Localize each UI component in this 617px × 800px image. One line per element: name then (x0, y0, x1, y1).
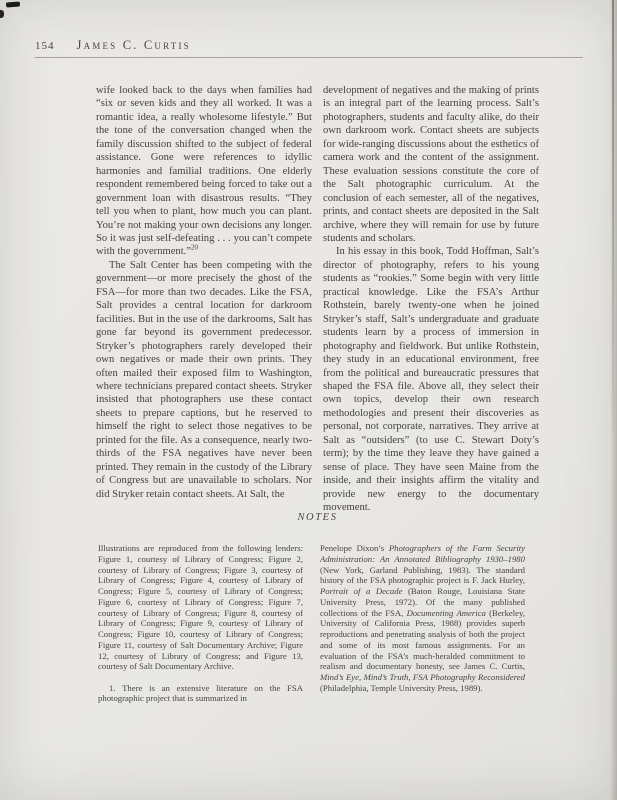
body-right-column (323, 84, 539, 515)
footnote-ref-20: 20 (191, 243, 199, 252)
body-paragraph: development of negatives and the making of prints is an integral part of the learning process. Salt’s photographers, students and faculty alike, do their own darkroom work. Contact sheets are subjects for wide-ranging discussions about the esthetics of camera work and the content of the assignment. These evaluation sessions constitute the core of the Salt photographic curriculum. At the conclusion of each semester, all of the negatives, prints, and contact sheets are deposited in the Salt archive, where they will remain for use by future students and scholars. (323, 85, 539, 244)
notes-left-column (98, 543, 303, 704)
body-paragraph-text: wife looked back to the days when families had “six or seven kids and they all worked. It was a romantic idea, a really wholesome lifestyle.” But the tone of the conversation changed when the family discussion shifted to the subject of federal assistance. Gone were references to idyllic harmonies and familial traditions. One elderly respondent remembered being forced to take out a government loan with disastrous results. “They tell you when to plant, how much you can plant. You’re not making your own decisions any longer. So it was just self-defeating . . . you can’t compete with the government.” (96, 85, 312, 258)
notes-heading: NOTES (297, 512, 338, 523)
scan-mark-left-edge (0, 10, 4, 18)
illustration-credits: Illustrations are reproduced from the following lenders: Figure 1, courtesy of Library of Congress; Figure 2, courtesy of Library of Congress; Figure 3, courtesy of Library of Congress; Figure 4, courtesy of Library of Congress; Figure 5, courtesy of Library of Congress; Figure 6, courtesy of Library of Congress; Figure 7, courtesy of Library of Congress; Figure 8, courtesy of Library of Congress; Figure 9, courtesy of Library of Congress; Figure 10, courtesy of Library of Congress; Figure 11, courtesy of Salt Documentary Archive; Figure 12, courtesy of Library of Congress; and Figure 13, courtesy of Salt Documentary Archive. (98, 543, 303, 672)
note-1-continued: Penelope Dixon’s Photographers of the Farm Security Administration: An Annotated Bibliography 1930–1980 (New York, Garland Publishing, 1983). The standard history of the FSA photographic project is F. Jack Hurley, Portrait of a Decade (Baton Rouge, Louisiana State University Press, 1972). Of the many published collections of the FSA, Documenting America (Berkeley, University of California Press, 1988) provides superb reproductions and penetrating analysis of both the project and some of its most famous assignments. For an evaluation of the FSA’s much-heralded commitment to realism and documentary honesty, see James C. Curtis, Mind’s Eye, Mind’s Truth, FSA Photography Reconsidered (Philadelphia, Temple University Press, 1989). (320, 543, 526, 693)
body-text (96, 84, 539, 515)
note-1: 1. There is an extensive literature on the FSA photographic project that is summarized in (98, 682, 303, 704)
body-paragraph: The Salt Center has been competing with the government—or more precisely the ghost of the FSA—for more than two decades. Like the FSA, Salt provides a central location for darkroom facilities. But in the use of the darkrooms, Salt has gone far beyond its government predecessor. Stryker’s photographers rarely developed their own negatives or made their own prints. They often mailed their exposed film to Washington, where technicians prepared contact sheets. Stryker insisted that photographers use these contact sheets to prepare captions, but he reserved to himself the right to select those negatives to be printed for the file. As a consequence, nearly two-thirds of the FSA negatives have never been printed. They remain in the custody of the Library of Congress but are unavailable to scholars. Nor did Stryker retain contact sheets. At Salt, the (96, 259, 312, 500)
body-left-column (96, 84, 312, 515)
header-rule (35, 57, 583, 58)
body-paragraph (96, 84, 312, 259)
running-header (35, 38, 583, 53)
running-header-author: James C. Curtis (76, 38, 191, 52)
scan-mark-top-left (6, 2, 20, 8)
scan-edge-line-right (612, 0, 614, 430)
notes-right-column (320, 543, 525, 704)
body-paragraph: In his essay in this book, Todd Hoffman, Salt’s director of photography, refers to his young students as “rookies.” Some begin with very little practical knowledge. Like the FSA’s Arthur Rothstein, barely twenty-one when he joined Stryker’s staff, Salt’s undergraduate and graduate students learn by a process of immersion in photography and fieldwork. But unlike Rothstein, they study in an educational environment, free from the political and bureaucratic pressures that shaped the FSA file. Above all, they select their own topics, develop their own research methodologies and present their discoveries as personal, not corporate, narratives. They arrive at Salt as “outsiders” (to use C. Stewart Doty’s term); by the time they leave they have gained a sense of place. They have seen Maine from the inside, and their insights affirm the vitality and provide new energy to the documentary movement. (323, 246, 539, 514)
notes-section (98, 543, 526, 704)
page-number: 154 (35, 40, 55, 52)
